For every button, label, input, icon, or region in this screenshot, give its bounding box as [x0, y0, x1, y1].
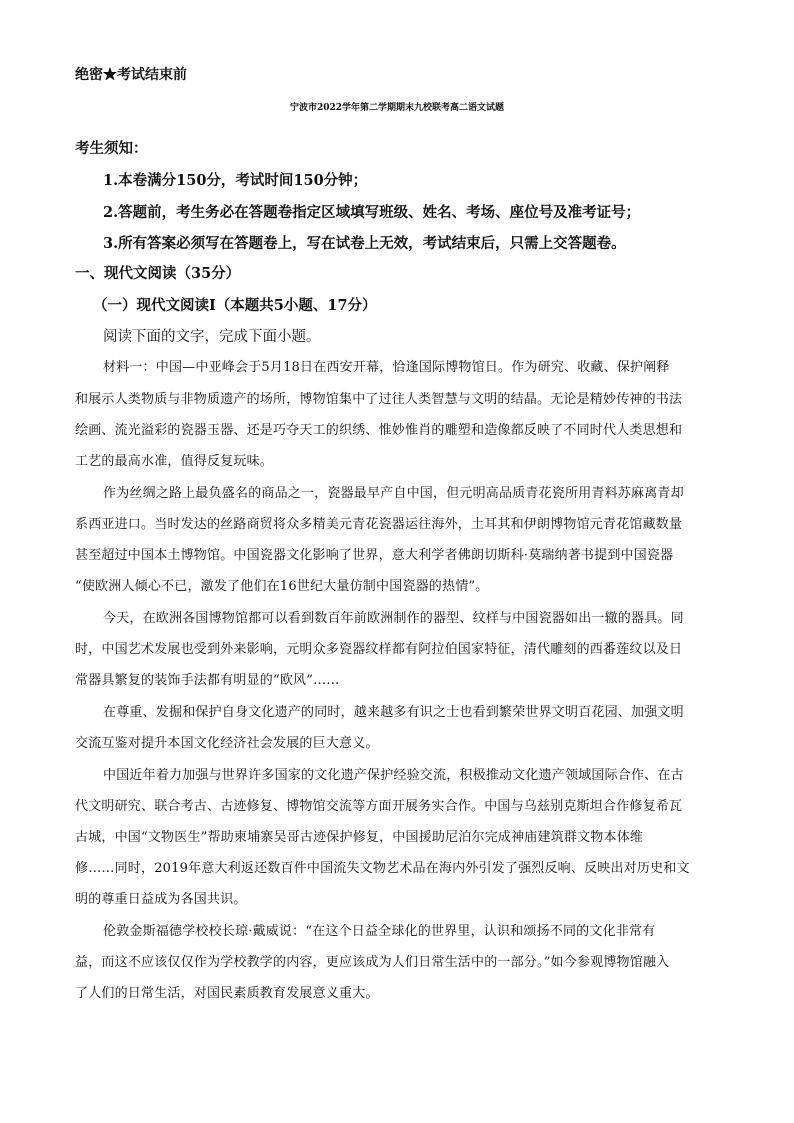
text-line: 了人们的日常生活，对国民素质教育发展意义重大。 — [75, 986, 379, 1001]
text-line: 和展示人类物质与非物质遗产的场所，博物馆集中了过往人类智慧与文明的结晶。无论是精妙传神的书法 — [75, 392, 683, 407]
text-line: 代文明研究、联合考古、古迹修复、博物馆交流等方面开展务实合作。中国与乌兹别克斯坦合作修复希瓦 — [75, 799, 683, 814]
text-line: 绘画、流光溢彩的瓷器玉器、还是巧夺天工的织绣、惟妙惟肖的雕塑和造像都反映了不同时代人类思想和 — [75, 423, 683, 438]
text-line: 今天，在欧洲各国博物馆都可以看到数百年前欧洲制作的器型、纹样与中国瓷器如出一辙的器具。同 — [103, 611, 684, 626]
text-line: 作为丝绸之路上最负盛名的商品之一，瓷器最早产自中国，但元明高品质青花瓷所用青料苏麻离青却 — [103, 486, 684, 501]
reading-instruction: 阅读下面的文字，完成下面小题。 — [103, 329, 321, 345]
text-line: 常器具繁复的装饰手法都有明显的“欧风”…… — [75, 673, 340, 688]
text-line: 甚至超过中国本土博物馆。中国瓷器文化影响了世界，意大利学者佛朗切斯科·莫瑞纳著书提到中国瓷器 — [75, 548, 674, 563]
exam-title: 宁波市2022学年第二学期期末九校联考高二语文试题 — [289, 103, 505, 113]
text-line: 明的尊重日益成为各国共识。 — [75, 892, 247, 907]
text-line: 材料一：中国—中亚峰会于5月18日在西安开幕，恰逢国际博物馆日。作为研究、收藏、保护阐释 — [103, 360, 670, 375]
subsection-heading: （一）现代文阅读Ⅰ（本题共5小题、17分） — [93, 297, 377, 314]
text-line: 古城，中国“文物医生”帮助柬埔寨吴哥古迹保护修复，中国援助尼泊尔完成神庙建筑群文物本体维 — [75, 830, 644, 845]
text-line: 修……同时，2019年意大利返还数百件中国流失文物艺术品在海内外引发了强烈反响、反映出对历史和文 — [75, 861, 690, 876]
text-line: 系西亚进口。当时发达的丝路商贸将众多精美元青花瓷器运往海外，土耳其和伊朗博物馆元青花馆藏数量 — [75, 517, 683, 532]
text-line: 时，中国艺术发展也受到外来影响，元明众多瓷器纹样都有阿拉伯国家特征，清代雕刻的西番莲纹以及日 — [75, 642, 683, 657]
text-line: 伦敦金斯福德学校校长琼·戴威说：“在这个日益全球化的世界里，认识和颂扬不同的文化非常有 — [103, 924, 656, 939]
text-line: 交流互鉴对提升本国文化经济社会发展的巨大意义。 — [75, 736, 379, 751]
text-line: 工艺的最高水准，值得反复玩味。 — [75, 454, 274, 469]
section-heading: 一、现代文阅读（35分） — [75, 265, 241, 282]
notice-item: 1.本卷满分150分，考试时间150分钟； — [103, 172, 368, 189]
notice-item: 2.答题前，考生务必在答题卷指定区域填写班级、姓名、考场、座位号及准考证号； — [103, 204, 641, 221]
text-line: “使欧洲人倾心不已，激发了他们在16世纪大量仿制中国瓷器的热情”。 — [75, 579, 489, 594]
text-line: 中国近年着力加强与世界许多国家的文化遗产保护经验交流，积极推动文化遗产领域国际合作、在古 — [103, 768, 684, 783]
text-line: 益，而这不应该仅仅作为学校教学的内容，更应该成为人们日常生活中的一部分。”如今参观博物馆融入 — [75, 955, 670, 970]
notice-heading: 考生须知： — [75, 140, 148, 157]
confidential-label: 绝密★考试结束前 — [75, 67, 187, 83]
notice-item: 3.所有答案必须写在答题卷上，写在试卷上无效，考试结束后，只需上交答题卷。 — [103, 235, 626, 252]
text-line: 在尊重、发掘和保护自身文化遗产的同时，越来越多有识之士也看到繁荣世界文明百花园、加强文明 — [103, 705, 684, 720]
